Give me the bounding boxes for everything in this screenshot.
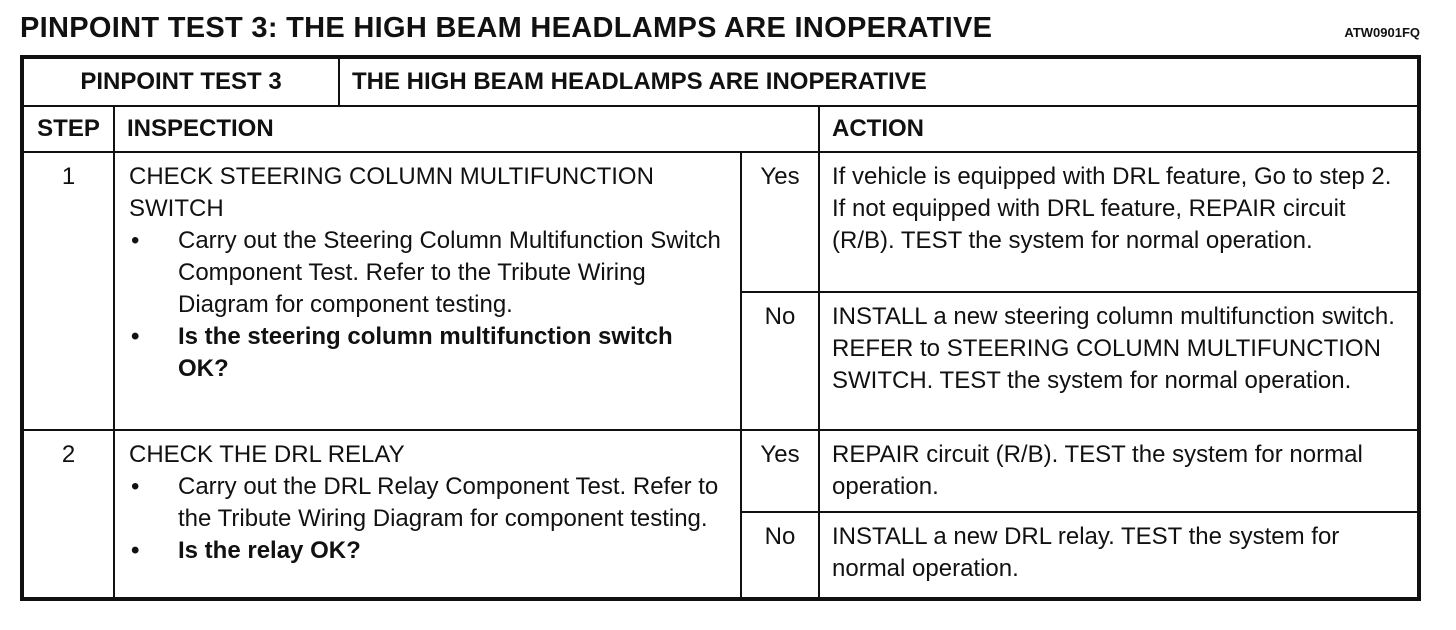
step-2-bullet-list (129, 471, 726, 567)
step-1-no-action: INSTALL a new steering column multifunction switch. REFER to STEERING COLUMN MULTIFUNCTION SWITCH. TEST the system for normal operation. (819, 292, 1419, 430)
table-title-row (22, 57, 1419, 106)
bullet-icon: • (131, 227, 140, 254)
step-1-yes-label: Yes (741, 152, 819, 292)
step-1-question-text: Is the steering column multifunction switch OK? (178, 323, 673, 382)
step-2-yes-label: Yes (741, 430, 819, 512)
document-code: ATW0901FQ (1344, 25, 1420, 40)
step-1-no-label: No (741, 292, 819, 430)
step-2-no-action: INSTALL a new DRL relay. TEST the system for normal operation. (819, 512, 1419, 599)
step-2-title: CHECK THE DRL RELAY (129, 441, 405, 468)
step-2-question (129, 535, 726, 567)
pinpoint-test-table (20, 55, 1421, 601)
action-column-header: ACTION (819, 106, 1419, 152)
step-1-inspection (114, 152, 741, 430)
step-2-inspection (114, 430, 741, 599)
bullet-icon: • (131, 473, 140, 500)
step-2-yes-action: REPAIR circuit (R/B). TEST the system for normal operation. (819, 430, 1419, 512)
step-1-instruction (129, 225, 726, 321)
step-1-title: CHECK STEERING COLUMN MULTIFUNCTION SWITCH (129, 163, 654, 222)
step-1-yes-row (22, 152, 1419, 292)
bullet-icon: • (131, 323, 140, 350)
step-1-question (129, 321, 726, 385)
step-2-number: 2 (22, 430, 114, 599)
column-header-row (22, 106, 1419, 152)
step-1-number: 1 (22, 152, 114, 430)
step-1-yes-action: If vehicle is equipped with DRL feature, Go to step 2. If not equipped with DRL feature, REPAIR circuit (R/B). TEST the system for normal operation. (819, 152, 1419, 292)
bullet-icon: • (131, 537, 140, 564)
step-1-instruction-text: Carry out the Steering Column Multifunction Switch Component Test. Refer to the Tribute Wiring Diagram for component testing. (178, 227, 721, 318)
step-2-yes-row (22, 430, 1419, 512)
step-2-instruction-text: Carry out the DRL Relay Component Test. Refer to the Tribute Wiring Diagram for component testing. (178, 473, 719, 532)
test-description-header: THE HIGH BEAM HEADLAMPS ARE INOPERATIVE (339, 57, 1419, 106)
step-column-header: STEP (22, 106, 114, 152)
step-2-instruction (129, 471, 726, 535)
step-2-question-text: Is the relay OK? (178, 537, 361, 564)
inspection-column-header: INSPECTION (114, 106, 819, 152)
test-number-header: PINPOINT TEST 3 (22, 57, 339, 106)
step-2-no-label: No (741, 512, 819, 599)
page-title: PINPOINT TEST 3: THE HIGH BEAM HEADLAMPS ARE INOPERATIVE (20, 12, 993, 44)
step-1-bullet-list (129, 225, 726, 385)
